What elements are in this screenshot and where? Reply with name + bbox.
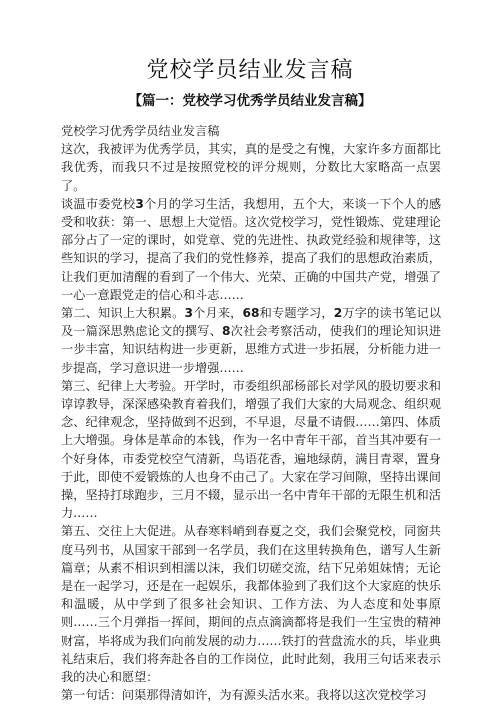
heading-line: 党校学习优秀学员结业发言稿 (61, 124, 220, 138)
number: 3 (184, 306, 193, 321)
number: 68 (242, 306, 260, 321)
document-title: 党校学员结业发言稿 (146, 58, 354, 83)
number: 8 (222, 324, 231, 339)
paragraph: 第三、纪律上大考验。开学时，市委组织部杨部长对学风的股切要求和谆谆教导，深深感染教育着我们，增强了我们大家的大局观念、组织观念、纪律观念，坚持做到不迟到，不早退，尽量不请假……第四、体质上大增强。身体是革命的本钱，作为一名中青年干部，首当其冲要有一个好身体，市委党校空气清新，鸟语花香，遍地绿荫，满目青翠，置身于此，即使不爱锻炼的人也身不由己了。大家在学习间隙，坚持出课间操，坚持打球跑步，三月不辍，显示出一名中青年干部的无限生机和活力…… (61, 378, 441, 521)
paragraph: 第二、知识上大积累。3个月来，68和专题学习，2万字的读书笔记以及一篇深思熟虑论文的撰写、8次社会考察活动，使我们的理论知识进一步丰富，知识结构进一步更新，思维方式进一步拓展，分析能力进一步提高，学习意识进一步增强…… (61, 306, 442, 375)
paragraph: 第一句话：问渠那得清如许，为有源头活水来。我将以这次党校学习 (61, 688, 427, 703)
paragraph: 这次，我被评为优秀学员，其实，真的是受之有愧，大家许多方面都比我优秀，而我只不过是按照党校的评分规则，分数比大家略高一点罢了。 (61, 142, 441, 193)
document-subtitle: 【篇一：党校学习优秀学员结业发言稿】 (128, 93, 372, 109)
paragraph: 谈温市委党校3个月的学习生活，我想用，五个大，来谈一下个人的感受和收获：第一、思想上大觉悟。这次党校学习，党性锻炼、党建理论部分占了一定的课时，如党章、党的先进性、执政党经验和规律等，这些知识的学习，提高了我们的党性修养，提高了我们的思想政治素质，让我们更加清醒的看到了一个伟大、光荣、正确的中国共产党，增强了一心一意跟党走的信心和斗志…… (61, 196, 442, 302)
number: 3 (135, 196, 144, 211)
document-body (61, 122, 441, 705)
number: 2 (333, 306, 343, 321)
paragraph: 第五、交往上大促进。从春寒料峭到春夏之交，我们会聚党校，同窗共度马列书，从国家干部到一名学员，我们在这里转换角色，谱写人生新篇章；从素不相识到相濡以沫，我们切磋交流，结下兄弟姐妹情；无论是在一起学习，还是在一起娱乐，我都体验到了我们这个大家庭的快乐和温暖，从中学到了很多社会知识、工作方法、为人态度和处事原则……三个月弹指一挥间，期间的点点滴滴都将是我们一生宝贵的精神财富，毕将成为我们向前发展的动力……铁打的营盘流水的兵，毕业典礼结束后，我们将奔赴各自的工作岗位，此时此刻，我用三句话来表示我的决心和愿望： (61, 524, 441, 685)
